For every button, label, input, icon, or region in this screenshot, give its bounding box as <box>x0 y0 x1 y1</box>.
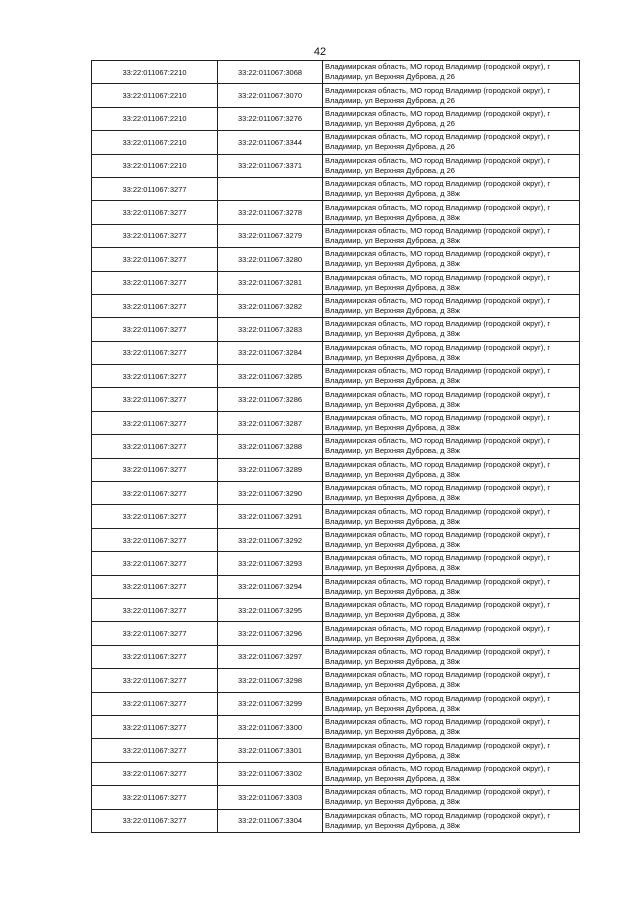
cadastral-number-cell: 33:22:011067:3302 <box>218 762 323 785</box>
address-cell: Владимирская область, МО город Владимир (городской округ), г Владимир, ул Верхняя Дуброва, д 26 <box>323 61 580 84</box>
parent-cadastral-number-cell: 33:22:011067:2210 <box>92 84 218 107</box>
address-cell: Владимирская область, МО город Владимир (городской округ), г Владимир, ул Верхняя Дуброва, д 38ж <box>323 248 580 271</box>
table-row <box>92 762 580 785</box>
cadastral-number-cell: 33:22:011067:3280 <box>218 248 323 271</box>
table-row <box>92 505 580 528</box>
table-row <box>92 318 580 341</box>
parent-cadastral-number-cell: 33:22:011067:3277 <box>92 575 218 598</box>
address-cell: Владимирская область, МО город Владимир (городской округ), г Владимир, ул Верхняя Дуброва, д 38ж <box>323 598 580 621</box>
parent-cadastral-number-cell: 33:22:011067:3277 <box>92 715 218 738</box>
cadastral-number-cell: 33:22:011067:3290 <box>218 482 323 505</box>
address-cell: Владимирская область, МО город Владимир (городской округ), г Владимир, ул Верхняя Дуброва, д 26 <box>323 131 580 154</box>
cadastral-number-cell <box>218 177 323 200</box>
cadastral-number-cell: 33:22:011067:3279 <box>218 224 323 247</box>
cadastral-number-cell: 33:22:011067:3070 <box>218 84 323 107</box>
parent-cadastral-number-cell: 33:22:011067:3277 <box>92 786 218 809</box>
cadastral-number-cell: 33:22:011067:3285 <box>218 365 323 388</box>
address-cell: Владимирская область, МО город Владимир (городской округ), г Владимир, ул Верхняя Дуброва, д 38ж <box>323 411 580 434</box>
table-row <box>92 84 580 107</box>
cadastral-number-cell: 33:22:011067:3292 <box>218 528 323 551</box>
address-cell: Владимирская область, МО город Владимир (городской округ), г Владимир, ул Верхняя Дуброва, д 38ж <box>323 482 580 505</box>
cadastral-number-cell: 33:22:011067:3298 <box>218 669 323 692</box>
address-cell: Владимирская область, МО город Владимир (городской округ), г Владимир, ул Верхняя Дуброва, д 38ж <box>323 365 580 388</box>
cadastral-number-cell: 33:22:011067:3282 <box>218 294 323 317</box>
parent-cadastral-number-cell: 33:22:011067:3277 <box>92 388 218 411</box>
address-cell: Владимирская область, МО город Владимир (городской округ), г Владимир, ул Верхняя Дуброва, д 38ж <box>323 786 580 809</box>
address-cell: Владимирская область, МО город Владимир (городской округ), г Владимир, ул Верхняя Дуброва, д 38ж <box>323 645 580 668</box>
parent-cadastral-number-cell: 33:22:011067:3277 <box>92 622 218 645</box>
parent-cadastral-number-cell: 33:22:011067:3277 <box>92 528 218 551</box>
address-cell: Владимирская область, МО город Владимир (городской округ), г Владимир, ул Верхняя Дуброва, д 38ж <box>323 318 580 341</box>
parent-cadastral-number-cell: 33:22:011067:2210 <box>92 107 218 130</box>
address-cell: Владимирская область, МО город Владимир (городской округ), г Владимир, ул Верхняя Дуброва, д 38ж <box>323 435 580 458</box>
address-cell: Владимирская область, МО город Владимир (городской округ), г Владимир, ул Верхняя Дуброва, д 38ж <box>323 294 580 317</box>
address-cell: Владимирская область, МО город Владимир (городской округ), г Владимир, ул Верхняя Дуброва, д 38ж <box>323 224 580 247</box>
parent-cadastral-number-cell: 33:22:011067:3277 <box>92 248 218 271</box>
parent-cadastral-number-cell: 33:22:011067:3277 <box>92 645 218 668</box>
table-row <box>92 786 580 809</box>
table-row <box>92 552 580 575</box>
address-cell: Владимирская область, МО город Владимир (городской округ), г Владимир, ул Верхняя Дуброва, д 26 <box>323 84 580 107</box>
address-cell: Владимирская область, МО город Владимир (городской округ), г Владимир, ул Верхняя Дуброва, д 38ж <box>323 715 580 738</box>
table-row <box>92 201 580 224</box>
table-row <box>92 271 580 294</box>
cadastral-number-cell: 33:22:011067:3294 <box>218 575 323 598</box>
table-row <box>92 482 580 505</box>
parent-cadastral-number-cell: 33:22:011067:3277 <box>92 411 218 434</box>
parent-cadastral-number-cell: 33:22:011067:3277 <box>92 552 218 575</box>
parent-cadastral-number-cell: 33:22:011067:3277 <box>92 505 218 528</box>
table-row <box>92 61 580 84</box>
cadastral-number-cell: 33:22:011067:3288 <box>218 435 323 458</box>
address-cell: Владимирская область, МО город Владимир (городской округ), г Владимир, ул Верхняя Дуброва, д 38ж <box>323 692 580 715</box>
table-row <box>92 669 580 692</box>
address-cell: Владимирская область, МО город Владимир (городской округ), г Владимир, ул Верхняя Дуброва, д 38ж <box>323 177 580 200</box>
parent-cadastral-number-cell: 33:22:011067:3277 <box>92 809 218 832</box>
address-cell: Владимирская область, МО город Владимир (городской округ), г Владимир, ул Верхняя Дуброва, д 38ж <box>323 739 580 762</box>
parent-cadastral-number-cell: 33:22:011067:3277 <box>92 458 218 481</box>
address-cell: Владимирская область, МО город Владимир (городской округ), г Владимир, ул Верхняя Дуброва, д 38ж <box>323 762 580 785</box>
cadastral-number-cell: 33:22:011067:3289 <box>218 458 323 481</box>
cadastral-number-cell: 33:22:011067:3304 <box>218 809 323 832</box>
address-cell: Владимирская область, МО город Владимир (городской округ), г Владимир, ул Верхняя Дуброва, д 38ж <box>323 809 580 832</box>
cadastral-number-cell: 33:22:011067:3301 <box>218 739 323 762</box>
cadastral-number-cell: 33:22:011067:3344 <box>218 131 323 154</box>
table-row <box>92 645 580 668</box>
parent-cadastral-number-cell: 33:22:011067:3277 <box>92 762 218 785</box>
table-row <box>92 388 580 411</box>
cadastral-number-cell: 33:22:011067:3300 <box>218 715 323 738</box>
address-cell: Владимирская область, МО город Владимир (городской округ), г Владимир, ул Верхняя Дуброва, д 38ж <box>323 388 580 411</box>
parent-cadastral-number-cell: 33:22:011067:3277 <box>92 318 218 341</box>
table-row <box>92 528 580 551</box>
parent-cadastral-number-cell: 33:22:011067:3277 <box>92 435 218 458</box>
table-row <box>92 411 580 434</box>
cadastral-number-cell: 33:22:011067:3293 <box>218 552 323 575</box>
cadastral-number-cell: 33:22:011067:3276 <box>218 107 323 130</box>
cadastral-number-cell: 33:22:011067:3283 <box>218 318 323 341</box>
parent-cadastral-number-cell: 33:22:011067:3277 <box>92 692 218 715</box>
table-row <box>92 294 580 317</box>
table-row <box>92 622 580 645</box>
table-row <box>92 248 580 271</box>
address-cell: Владимирская область, МО город Владимир (городской округ), г Владимир, ул Верхняя Дуброва, д 26 <box>323 107 580 130</box>
parent-cadastral-number-cell: 33:22:011067:3277 <box>92 482 218 505</box>
address-cell: Владимирская область, МО город Владимир (городской округ), г Владимир, ул Верхняя Дуброва, д 26 <box>323 154 580 177</box>
address-cell: Владимирская область, МО город Владимир (городской округ), г Владимир, ул Верхняя Дуброва, д 38ж <box>323 271 580 294</box>
table-row <box>92 692 580 715</box>
table-row <box>92 131 580 154</box>
address-cell: Владимирская область, МО город Владимир (городской округ), г Владимир, ул Верхняя Дуброва, д 38ж <box>323 669 580 692</box>
parent-cadastral-number-cell: 33:22:011067:3277 <box>92 598 218 621</box>
cadastral-number-cell: 33:22:011067:3281 <box>218 271 323 294</box>
address-cell: Владимирская область, МО город Владимир (городской округ), г Владимир, ул Верхняя Дуброва, д 38ж <box>323 505 580 528</box>
cadastral-number-cell: 33:22:011067:3295 <box>218 598 323 621</box>
address-cell: Владимирская область, МО город Владимир (городской округ), г Владимир, ул Верхняя Дуброва, д 38ж <box>323 458 580 481</box>
cadastral-number-cell: 33:22:011067:3303 <box>218 786 323 809</box>
table-row <box>92 107 580 130</box>
cadastral-number-cell: 33:22:011067:3296 <box>218 622 323 645</box>
parent-cadastral-number-cell: 33:22:011067:3277 <box>92 365 218 388</box>
parent-cadastral-number-cell: 33:22:011067:3277 <box>92 177 218 200</box>
cadastral-number-cell: 33:22:011067:3297 <box>218 645 323 668</box>
table-row <box>92 739 580 762</box>
address-cell: Владимирская область, МО город Владимир (городской округ), г Владимир, ул Верхняя Дуброва, д 38ж <box>323 341 580 364</box>
parent-cadastral-number-cell: 33:22:011067:3277 <box>92 294 218 317</box>
cadastral-table <box>91 60 580 833</box>
cadastral-number-cell: 33:22:011067:3284 <box>218 341 323 364</box>
table-body <box>92 61 580 833</box>
address-cell: Владимирская область, МО город Владимир (городской округ), г Владимир, ул Верхняя Дуброва, д 38ж <box>323 201 580 224</box>
cadastral-number-cell: 33:22:011067:3068 <box>218 61 323 84</box>
page-number: 42 <box>313 46 327 58</box>
table-row <box>92 435 580 458</box>
table-row <box>92 341 580 364</box>
cadastral-number-cell: 33:22:011067:3299 <box>218 692 323 715</box>
cadastral-number-cell: 33:22:011067:3287 <box>218 411 323 434</box>
table-row <box>92 224 580 247</box>
parent-cadastral-number-cell: 33:22:011067:2210 <box>92 154 218 177</box>
table-row <box>92 365 580 388</box>
parent-cadastral-number-cell: 33:22:011067:2210 <box>92 131 218 154</box>
table-row <box>92 575 580 598</box>
parent-cadastral-number-cell: 33:22:011067:3277 <box>92 669 218 692</box>
parent-cadastral-number-cell: 33:22:011067:3277 <box>92 341 218 364</box>
table-row <box>92 598 580 621</box>
address-cell: Владимирская область, МО город Владимир (городской округ), г Владимир, ул Верхняя Дуброва, д 38ж <box>323 528 580 551</box>
parent-cadastral-number-cell: 33:22:011067:2210 <box>92 61 218 84</box>
table-row <box>92 809 580 832</box>
address-cell: Владимирская область, МО город Владимир (городской округ), г Владимир, ул Верхняя Дуброва, д 38ж <box>323 622 580 645</box>
table-row <box>92 458 580 481</box>
parent-cadastral-number-cell: 33:22:011067:3277 <box>92 224 218 247</box>
parent-cadastral-number-cell: 33:22:011067:3277 <box>92 739 218 762</box>
parent-cadastral-number-cell: 33:22:011067:3277 <box>92 271 218 294</box>
address-cell: Владимирская область, МО город Владимир (городской округ), г Владимир, ул Верхняя Дуброва, д 38ж <box>323 575 580 598</box>
address-cell: Владимирская область, МО город Владимир (городской округ), г Владимир, ул Верхняя Дуброва, д 38ж <box>323 552 580 575</box>
table-row <box>92 715 580 738</box>
parent-cadastral-number-cell: 33:22:011067:3277 <box>92 201 218 224</box>
table-row <box>92 154 580 177</box>
cadastral-number-cell: 33:22:011067:3371 <box>218 154 323 177</box>
cadastral-number-cell: 33:22:011067:3291 <box>218 505 323 528</box>
cadastral-number-cell: 33:22:011067:3286 <box>218 388 323 411</box>
cadastral-number-cell: 33:22:011067:3278 <box>218 201 323 224</box>
table-row <box>92 177 580 200</box>
